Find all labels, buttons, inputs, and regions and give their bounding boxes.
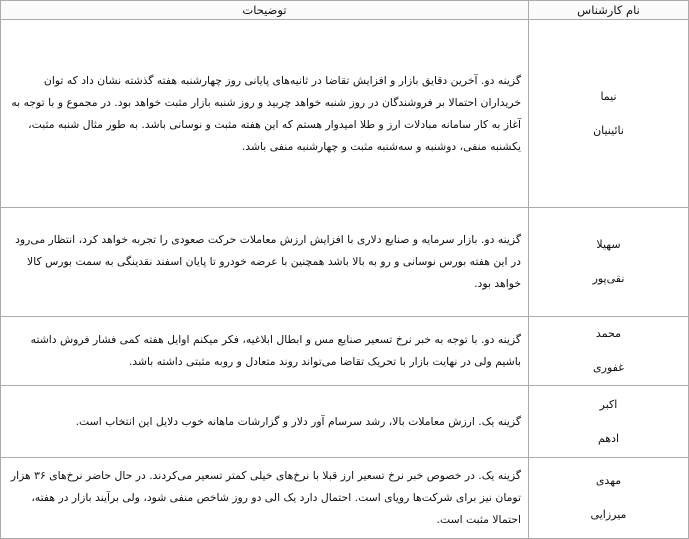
analyst-first-name: محمد	[595, 327, 622, 340]
analyst-description: گزینه یک. ارزش معاملات بالا، رشد سرسام آور دلار و گزارشات ماهانه خوب دلایل این انتخاب است.	[1, 386, 529, 458]
analyst-description: گزینه یک. در خصوص خبر نرخ تسعیر ارز قبلا با نرخ‌های خیلی کمتر تسعیر می‌کردند. در حال حاضر نرخ‌های ۳۶ هزار تومان نیز برای شرکت‌ها رویای است. احتمال دارد یک الی دو روز شاخص منفی شود، ولی برآیند بازار در هفته، احتمالا مثبت است.	[1, 458, 529, 539]
header-description: توضیحات	[1, 1, 529, 20]
header-analyst-name: نام کارشناس	[529, 1, 689, 20]
analyst-description: گزینه دو. با توجه به خبر نرخ تسعیر صنایع مس و ابطال ابلاغیه، فکر میکنم اوایل هفته کمی فشار فروش داشته باشیم ولی در نهایت بازار با تحریک تقاضا می‌تواند روند متعادل و روبه مثبتی داشته باشد.	[1, 317, 529, 386]
table-row	[1, 458, 689, 539]
analyst-first-name: اکبر	[599, 397, 618, 411]
table-row	[1, 386, 689, 458]
analyst-last-name: ادهم	[597, 431, 620, 445]
analyst-name-cell	[529, 386, 689, 458]
analyst-description: گزینه دو. بازار سرمایه و صنایع دلاری با افزایش ارزش معاملات حرکت صعودی را تجربه خواهد کرد، انتظار می‌رود در این هفته بورس نوسانی و رو به بالا باشد همچنین با عرضه خودرو تا پایان اسفند نقدینگی به سمت بورس کالا خواهد بود.	[1, 208, 529, 317]
analyst-first-name: مهدی	[595, 474, 622, 487]
analyst-last-name: نائینیان	[593, 123, 624, 137]
table-row	[1, 20, 689, 208]
analyst-last-name: میرزایی	[590, 508, 627, 521]
table-row	[1, 317, 689, 386]
table-row	[1, 208, 689, 317]
analyst-name-cell	[529, 458, 689, 539]
analyst-name-cell	[529, 317, 689, 386]
analyst-last-name: غفوری	[593, 361, 624, 374]
analyst-first-name: سهیلا	[596, 238, 621, 251]
analyst-last-name: نقی‌پور	[592, 272, 625, 285]
analyst-first-name: نیما	[600, 89, 617, 103]
header-row	[1, 1, 689, 20]
analyst-name-cell	[529, 208, 689, 317]
analyst-description: گزینه دو. آخرین دقایق بازار و افزایش تقاضا در ثانیه‌های پایانی روز چهارشنبه هفته گذشته نشان داد که توان خریداران احتمالا بر فروشندگان در روز شنبه خواهد چربید و روز شنبه بازار مثبت خواهد بود. در مجموع و با توجه به آغاز به کار سامانه مبادلات ارز و طلا امیدوار هستم که این هفته مثبت و نوسانی باشد. به طور مثال شنبه مثبت، یکشنبه منفی، دوشنبه و سه‌شنبه مثبت و چهارشنبه منفی باشد.	[1, 20, 529, 208]
analyst-name-cell	[529, 20, 689, 208]
